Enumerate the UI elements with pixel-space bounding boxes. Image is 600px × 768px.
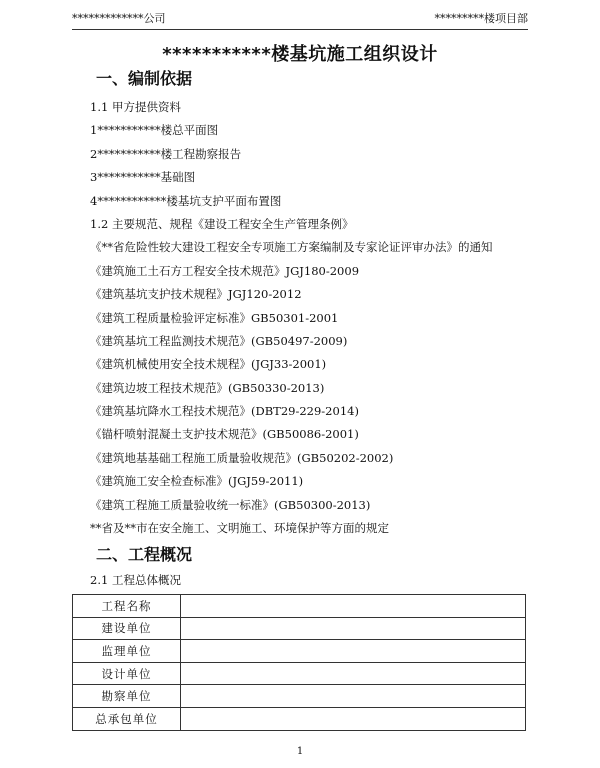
list-item: 《建筑基坑支护技术规程》JGJ120-2012 (90, 287, 302, 302)
table-label-cell: 监理单位 (73, 640, 181, 663)
table-row (73, 640, 526, 663)
list-item: 《建筑基坑工程监测技术规范》(GB50497-2009) (90, 333, 348, 348)
list-item: 《建筑工程质量检验评定标准》GB50301-2001 (90, 310, 339, 325)
header-project-dept: *********楼项目部 (434, 12, 528, 25)
table-row (73, 685, 526, 708)
table-value-cell (181, 685, 526, 708)
table-value-cell (181, 640, 526, 663)
table-value-cell (181, 617, 526, 640)
list-item: 《建筑地基基础工程施工质量验收规范》(GB50202-2002) (90, 450, 394, 465)
table-row (73, 662, 526, 685)
list-item: 《建筑机械使用安全技术规程》(JGJ33-2001) (90, 357, 327, 372)
list-item: 《建筑施工土石方工程安全技术规范》JGJ180-2009 (90, 263, 360, 278)
list-item: **省及**市在安全施工、文明施工、环境保护等方面的规定 (90, 521, 389, 536)
table-row (73, 707, 526, 730)
table-label-cell: 设计单位 (73, 662, 181, 685)
list-item: 1***********楼总平面图 (90, 123, 219, 138)
section-heading-basis: 一、编制依据 (96, 69, 193, 88)
table-label-cell: 工程名称 (73, 595, 181, 618)
table-label-cell: 建设单位 (73, 617, 181, 640)
list-item: 《建筑施工安全检查标准》(JGJ59-2011) (90, 474, 304, 489)
page-header (72, 8, 528, 30)
basis-list (90, 96, 493, 540)
document-title: ***********楼基坑施工组织设计 (162, 44, 438, 65)
list-item: 3***********基础图 (90, 170, 196, 185)
table-label-cell: 勘察单位 (73, 685, 181, 708)
table-value-cell (181, 662, 526, 685)
list-item: 4************楼基坑支护平面布置图 (90, 193, 282, 208)
project-info-table (72, 594, 526, 731)
list-item: 《锚杆喷射混凝土支护技术规范》(GB50086-2001) (90, 427, 359, 442)
table-value-cell (181, 595, 526, 618)
list-item: 1.2 主要规范、规程《建设工程安全生产管理条例》 (90, 216, 354, 231)
page-number: 1 (296, 746, 304, 757)
table-row (73, 617, 526, 640)
list-item: 《建筑基坑降水工程技术规范》(DBT29-229-2014) (90, 404, 359, 419)
list-item: 1.1 甲方提供资料 (90, 100, 181, 114)
header-company: *************公司 (72, 12, 166, 25)
overview-subheading: 2.1 工程总体概况 (90, 573, 181, 587)
table-row (73, 595, 526, 618)
list-item: 《建筑工程施工质量验收统一标准》(GB50300-2013) (90, 497, 371, 512)
section-heading-overview: 二、工程概况 (96, 545, 193, 564)
list-item: 《建筑边坡工程技术规范》(GB50330-2013) (90, 380, 325, 395)
list-item: 2***********楼工程勘察报告 (90, 146, 242, 161)
list-item: 《**省危险性较大建设工程安全专项施工方案编制及专家论证评审办法》的通知 (90, 240, 493, 255)
table-label-cell: 总承包单位 (73, 707, 181, 730)
table-value-cell (181, 707, 526, 730)
